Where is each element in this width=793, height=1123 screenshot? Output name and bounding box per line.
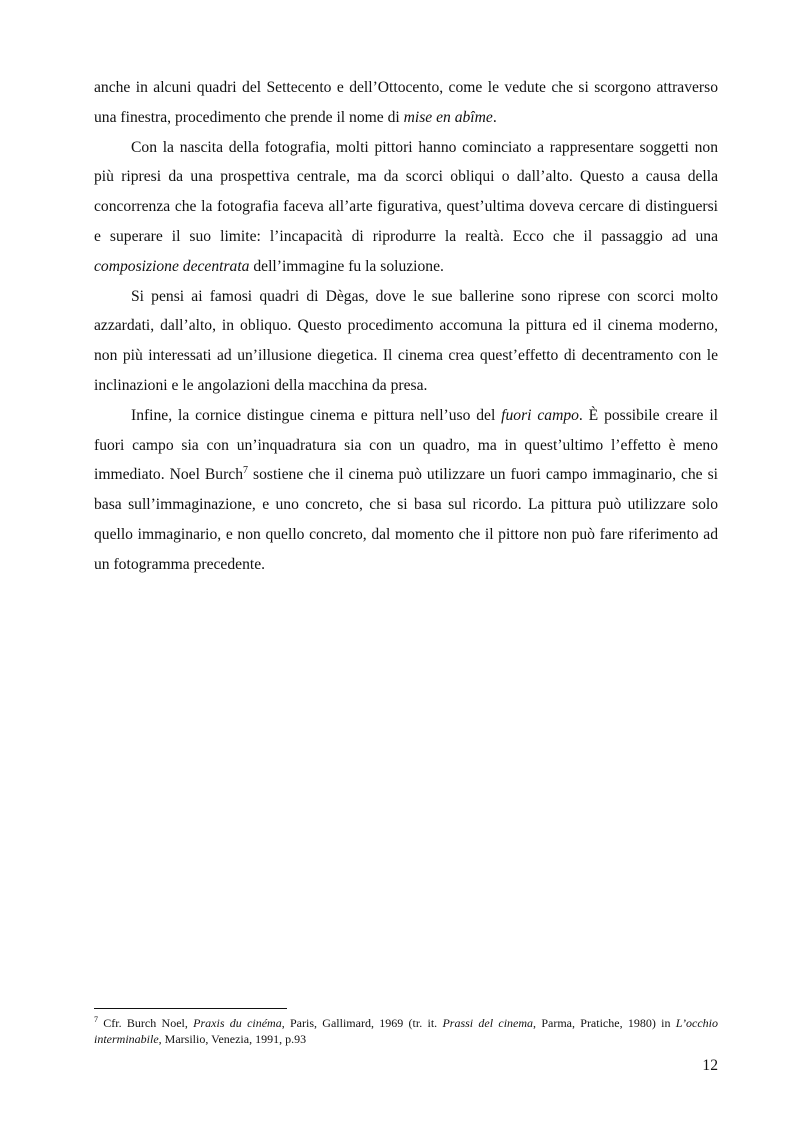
paragraph-1-text-before: anche in alcuni quadri del Settecento e dell’Ottocento, come le vedute che si scorgono attraverso una finestra, procedimento che prende il nome di [94, 79, 718, 126]
footnote-reference[interactable]: 7 [243, 465, 249, 477]
paragraph-4-text-before: Infine, la cornice distingue cinema e pittura nell’uso del [131, 406, 502, 424]
footnote-italic-3: L’occhio interminabile [94, 1016, 719, 1046]
paragraph-2-text-after: dell’immagine fu la soluzione. [249, 257, 444, 275]
footnote-italic-2: Prassi del cinema [442, 1016, 534, 1030]
paragraph-1 [94, 73, 718, 133]
paragraph-4-italic-term: fuori campo [501, 406, 579, 424]
paragraph-1-text-after: . [492, 108, 497, 126]
page-body [94, 73, 718, 580]
footnote-number: 7 [94, 1015, 98, 1024]
paragraph-2-italic-term: composizione decentrata [94, 257, 250, 275]
footnote-text-3: , Parma, Pratiche, 1980) in [533, 1016, 676, 1030]
page-number: 12 [702, 1057, 718, 1074]
paragraph-1-italic-term: mise en abîme [403, 108, 493, 126]
paragraph-4-text-after: sostiene che il cinema può utilizzare un fuori campo immaginario, che si basa sull’immaginazione, e uno concreto, che si basa sul ricordo. La pittura può utilizzare solo quello immaginario, e non quello concreto, dal momento che il pittore non può fare riferimento ad un fotogramma precedente. [94, 466, 719, 573]
footnote-text-2: , Paris, Gallimard, 1969 (tr. it. [281, 1016, 443, 1030]
footnote-text-1: Cfr. Burch Noel, [98, 1016, 194, 1030]
paragraph-3-text: Si pensi ai famosi quadri di Dègas, dove le sue ballerine sono riprese con scorci molto azzardati, dall’alto, in obliquo. Questo procedimento accomuna la pittura ed il cinema moderno, non più interessati ad un’illusione diegetica. Il cinema crea quest’effetto di decentramento con le inclinazioni e le angolazioni della macchina da presa. [94, 287, 718, 394]
paragraph-2 [94, 133, 718, 282]
paragraph-3 [94, 282, 718, 401]
footnote [94, 1016, 718, 1047]
footnote-divider [94, 1008, 287, 1009]
paragraph-2-text-before: Con la nascita della fotografia, molti pittori hanno cominciato a rappresentare soggetti non più ripresi da una prospettiva centrale, ma da scorci obliqui o dall’alto. Questo a causa della concorrenza che la fotografia faceva all’arte figurativa, quest’ultima doveva cercare di distinguersi e superare il suo limite: l’incapacità di riprodurre la realtà. Ecco che il passaggio ad una [94, 138, 718, 245]
paragraph-4-text-middle: . È possibile creare il fuori campo sia con un’inquadratura sia con un quadro, ma in quest’ultimo l’effetto è meno immediato. Noel Burch [94, 406, 718, 484]
footnote-italic-1: Praxis du cinéma [193, 1016, 282, 1030]
footnote-text-4: , Marsilio, Venezia, 1991, p.93 [158, 1031, 307, 1046]
paragraph-4 [94, 401, 718, 580]
